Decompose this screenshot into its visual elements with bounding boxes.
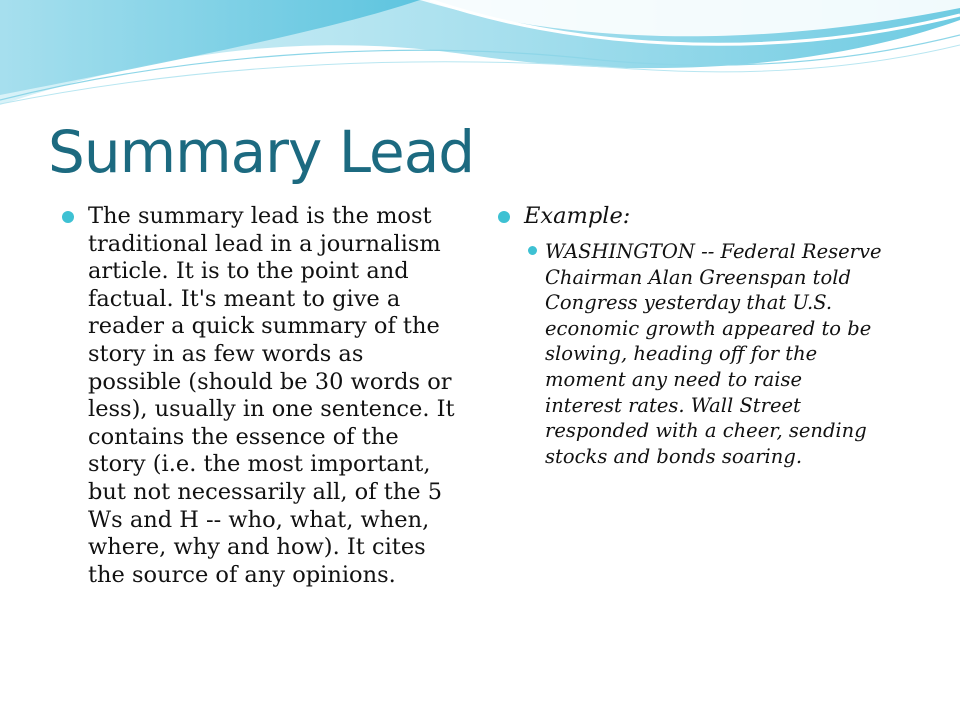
left-column	[62, 203, 462, 589]
bullet-item	[62, 203, 462, 589]
sub-bullet-dot-icon	[528, 246, 537, 255]
example-label: Example:	[524, 203, 631, 229]
bullet-dot-icon	[498, 211, 510, 223]
bullet-dot-icon	[62, 211, 74, 223]
sub-bullet-item	[528, 239, 898, 469]
example-lead-text: WASHINGTON -- Federal Reserve Chairman Alan Greenspan told Congress yesterday that U.S. economic growth appeared to be slowing, heading off for the moment any need to raise interest rates. Wall Street responded with a cheer, sending stocks and bonds soaring.	[545, 240, 882, 468]
slide-title: Summary Lead	[48, 118, 475, 186]
header-wave-decoration	[0, 0, 960, 110]
summary-lead-description: The summary lead is the most traditional lead in a journalism article. It is to the point and factual. It's meant to give a reader a quick summary of the story in as few words as possible (should be 30 words or less), usually in one sentence. It contains the essence of the story (i.e. the most important, but not necessarily all, of the 5 Ws and H -- who, what, when, where, why and how). It cites the source of any opinions.	[88, 203, 455, 588]
right-column	[498, 203, 898, 469]
bullet-item	[498, 203, 898, 230]
